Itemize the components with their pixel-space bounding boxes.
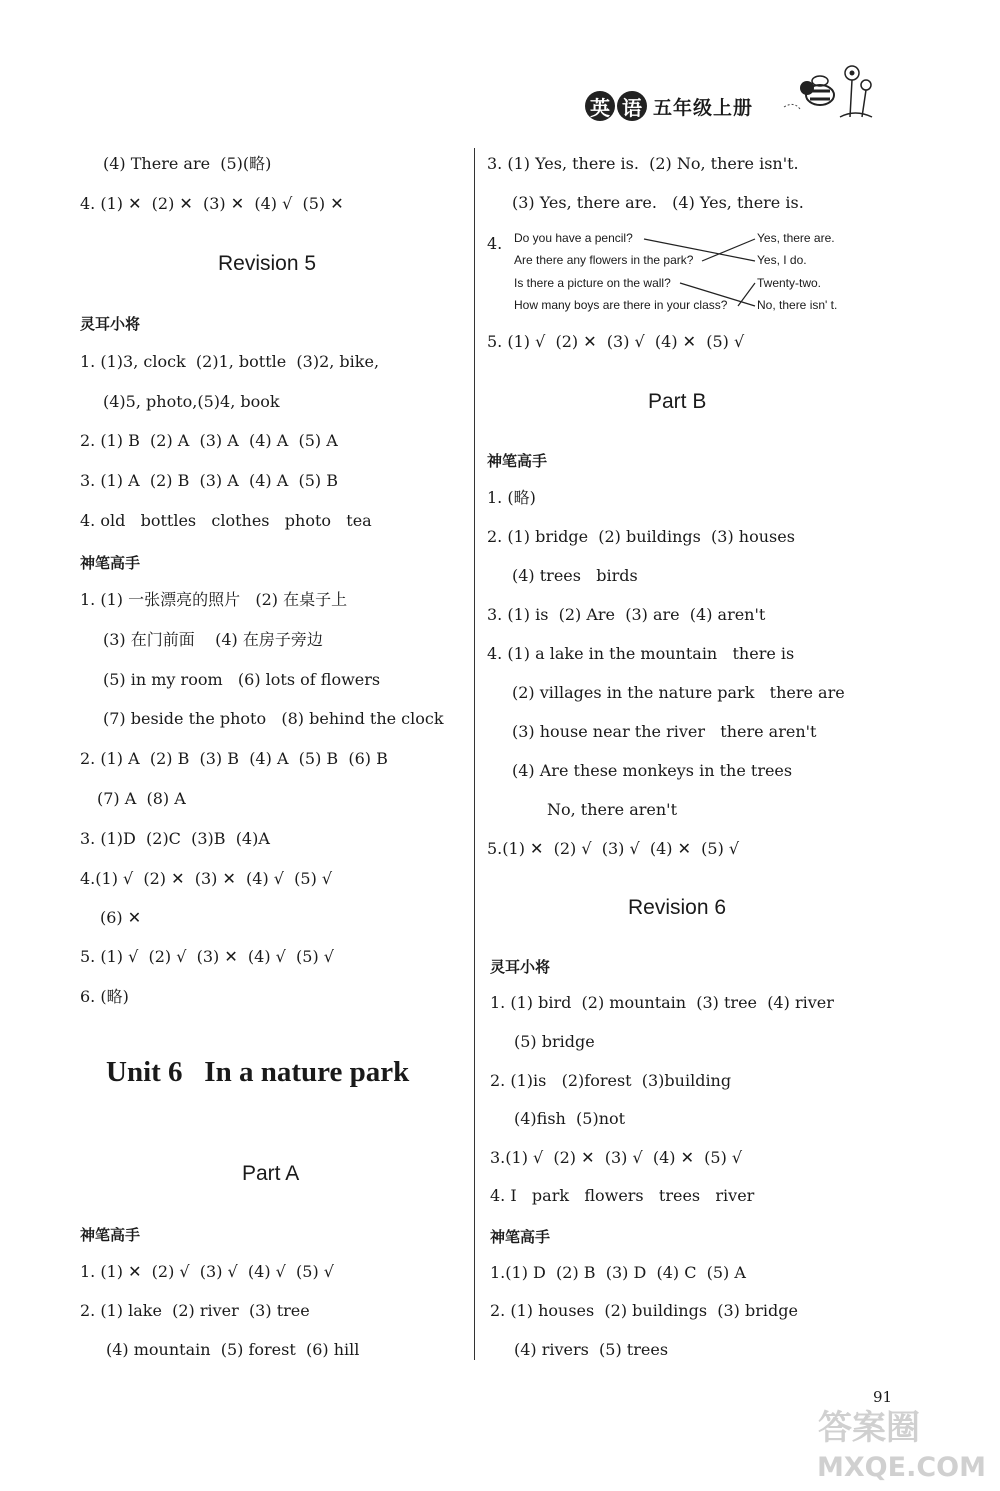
matching-question: Do you have a pencil? [514,231,633,245]
answer-line: (5) bridge [514,1032,595,1051]
subheading-listening: 灵耳小将 [80,315,141,333]
header-grade-text: 五年级上册 [653,96,754,119]
answer-line: 2. (1) B (2) A (3) A (4) A (5) A [80,431,338,450]
page-number: 91 [873,1388,893,1406]
answer-line: (5) in my room (6) lots of flowers [103,670,381,689]
answer-line: (2) villages in the nature park there are [512,683,845,702]
answer-line: 4. (1) ✕ (2) ✕ (3) ✕ (4) √ (5) ✕ [80,194,344,213]
answer-line: 1. (1) bird (2) mountain (3) tree (4) river [490,993,834,1012]
matching-answer: Twenty-two. [757,276,822,290]
answer-line: 3. (1) is (2) Are (3) are (4) aren't [487,605,766,624]
answer-line: 1. (1) ✕ (2) √ (3) √ (4) √ (5) √ [80,1262,334,1281]
answer-line: (4) There are (5)(略) [103,154,272,173]
answer-line: 5. (1) √ (2) ✕ (3) √ (4) ✕ (5) √ [487,332,745,351]
answer-line: (4) mountain (5) forest (6) hill [106,1340,360,1359]
answer-line: 1.(1) D (2) B (3) D (4) C (5) A [490,1263,746,1282]
section-title-part-a: Part A [242,1162,300,1185]
watermark-logo: 答案圈 [818,1408,920,1448]
answer-line: 1. (1)3, clock (2)1, bottle (3)2, bike, [80,352,380,371]
subheading-writing: 神笔高手 [80,1226,141,1244]
answer-line: 3. (1) A (2) B (3) A (4) A (5) B [80,471,338,490]
answer-line: 4. I park flowers trees river [490,1186,755,1205]
subheading-writing: 神笔高手 [487,452,548,470]
answer-line: (4) trees birds [512,566,638,585]
matching-question: Are there any flowers in the park? [514,253,694,267]
answer-line: 1. (略) [487,488,536,507]
answer-line: 3. (1)D (2)C (3)B (4)A [80,829,270,848]
answer-line: 6. (略) [80,987,129,1006]
answer-line: 4. old bottles clothes photo tea [80,511,372,530]
unit-title: Unit 6 In a nature park [106,1056,410,1088]
answer-line: (4)5, photo,(5)4, book [103,392,280,411]
header-char-1: 英 [585,91,615,121]
answer-line: 2. (1)is (2)forest (3)building [490,1071,732,1090]
answer-line: 2. (1) bridge (2) buildings (3) houses [487,527,795,546]
answer-line: 4.(1) √ (2) ✕ (3) ✕ (4) √ (5) √ [80,869,333,888]
matching-answer: Yes, I do. [757,253,807,267]
section-title-part-b: Part B [648,390,707,413]
matching-question: Is there a picture on the wall? [514,276,671,290]
subheading-writing: 神笔高手 [490,1228,551,1246]
answer-line: (3) 在门前面 (4) 在房子旁边 [103,630,323,649]
matching-question: How many boys are there in your class? [514,298,728,312]
answer-line: 2. (1) A (2) B (3) B (4) A (5) B (6) B [80,749,388,768]
matching-lines [0,0,1000,340]
answer-line: (7) A (8) A [97,789,186,808]
section-title-revision-5: Revision 5 [218,252,317,275]
answer-number: 4. [487,234,503,253]
watermark-url: MXQE.COM [817,1452,986,1483]
answer-line: 1. (1) 一张漂亮的照片 (2) 在桌子上 [80,590,348,609]
subheading-writing: 神笔高手 [80,554,141,572]
subheading-listening: 灵耳小将 [490,958,551,976]
answer-line: (6) ✕ [100,908,142,927]
answer-line: 3.(1) √ (2) ✕ (3) √ (4) ✕ (5) √ [490,1148,743,1167]
answer-line: 2. (1) houses (2) buildings (3) bridge [490,1301,798,1320]
answer-line: 4. (1) a lake in the mountain there is [487,644,795,663]
answer-line: 5.(1) ✕ (2) √ (3) √ (4) ✕ (5) √ [487,839,740,858]
matching-answer: Yes, there are. [757,231,835,245]
answer-line: (4) rivers (5) trees [514,1340,669,1359]
answer-line: 3. (1) Yes, there is. (2) No, there isn't. [487,154,799,173]
answer-line: 5. (1) √ (2) √ (3) ✕ (4) √ (5) √ [80,947,334,966]
section-title-revision-6: Revision 6 [628,896,727,919]
header-char-2: 语 [617,91,647,121]
matching-answer: No, there isn' t. [757,298,838,312]
answer-line: (4)fish (5)not [514,1109,626,1128]
answer-line: No, there aren't [547,800,677,819]
answer-line: (4) Are these monkeys in the trees [512,761,793,780]
answer-line: (3) Yes, there are. (4) Yes, there is. [512,193,804,212]
answer-line: (3) house near the river there aren't [512,722,817,741]
answer-line: (7) beside the photo (8) behind the clock [103,709,444,728]
answer-line: 2. (1) lake (2) river (3) tree [80,1301,310,1320]
